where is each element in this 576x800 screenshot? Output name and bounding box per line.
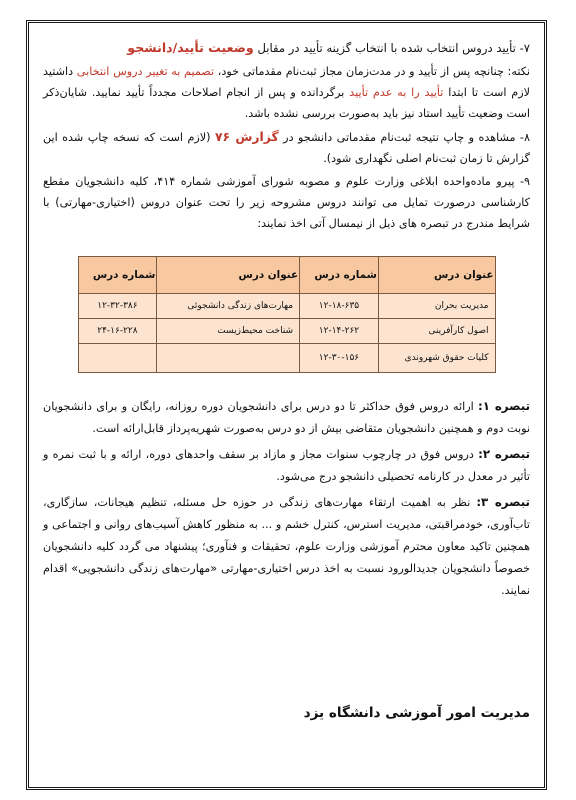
item-8-text-1: ۸- مشاهده و چاپ نتیجه ثبت‌نام مقدماتی دانشجو در bbox=[278, 131, 530, 144]
header-title-2: عنوان درس bbox=[157, 257, 300, 294]
item-9-text: ۹- پیرو ماده‌واحده ابلاغی وزارت علوم و مصوبه شورای آموزشی شماره ۴۱۴، کلیه دانشجویان مقطع کارشناسی درصورت تمایل می توانند دروس مشروحه زیر را تحت عنوان دروس (اختیاری-مهارتی) با شرایط مندرج در تبصره های ذیل از نیمسال آتی اخذ نمایند: bbox=[43, 175, 530, 230]
item-8-text-2: (لازم است که نسخه چاپ شده این گزارش تا زمان ثبت‌نام اصلی نگهداری شود). bbox=[43, 131, 530, 165]
item-8-highlight: گزارش ۷۶ bbox=[214, 129, 279, 144]
courses-table bbox=[78, 256, 496, 373]
note-red-2: تأیید را به عدم تأیید bbox=[349, 86, 444, 99]
table-cell: ۱۲-۳۲-۳۸۶ bbox=[78, 294, 157, 319]
item-7 bbox=[43, 37, 530, 59]
table-cell: مهارت‌های زندگی دانشجوئی bbox=[157, 294, 300, 319]
signature-footer: مدیریت امور آموزشی دانشگاه یزد bbox=[303, 705, 530, 721]
table-cell bbox=[157, 344, 300, 373]
note-3-label: تبصره ۳: bbox=[476, 495, 530, 509]
note-1 bbox=[43, 395, 530, 440]
note-text-2: داشتید لازم است تا ابتدا bbox=[43, 65, 530, 99]
table-cell: شناخت محیط‌زیست bbox=[157, 319, 300, 344]
note-2 bbox=[43, 443, 530, 488]
item-8 bbox=[43, 126, 530, 169]
document-body bbox=[43, 29, 530, 602]
item-7-text: ۷- تأیید دروس انتخاب شده با انتخاب گزینه تأیید در مقابل bbox=[253, 41, 530, 55]
item-7-highlight: وضعیت تأیید/دانشجو bbox=[127, 40, 254, 55]
header-code-1: شماره درس bbox=[300, 257, 379, 294]
table-row bbox=[78, 319, 495, 344]
note-2-label: تبصره ۲: bbox=[478, 447, 531, 461]
note-paragraph bbox=[43, 61, 530, 124]
table-cell: ۱۲-۱۸-۶۳۵ bbox=[300, 294, 379, 319]
note-2-text: دروس فوق در چارچوب سنوات مجاز و مازاد بر سقف واحدهای دوره، ارائه و با ثبت نمره و تأثیر در معدل در کارنامه تحصیلی دانشجو درج می‌شود. bbox=[43, 448, 530, 483]
header-title-1: عنوان درس bbox=[378, 257, 495, 294]
page-frame bbox=[26, 20, 547, 790]
note-text-3: برگردانده و پس از انجام اصلاحات مجدداً تأیید نمایید. شایان‌ذکر است وضعیت تأیید استاد نیز باید به‌صورت بررسی نشده باشد. bbox=[43, 86, 530, 120]
note-1-text: ارائه دروس فوق حداکثر تا دو درس برای دانشجویان دوره روزانه، رایگان و برای دانشجویان نوبت دوم و همچنین دانشجویان متقاضی بیش از دو درس به‌صورت شهریه‌پرداز قابل‌ارائه است. bbox=[43, 400, 530, 435]
notes-section bbox=[43, 395, 530, 602]
note-text-1: نکته: چنانچه پس از تأیید و در مدت‌زمان مجاز ثبت‌نام مقدماتی خود، bbox=[214, 65, 530, 78]
note-1-label: تبصره ۱: bbox=[478, 399, 531, 413]
note-red-1: تصمیم به تغییر دروس انتخابی bbox=[76, 65, 215, 78]
note-3-text: نظر به اهمیت ارتقاء مهارت‌های زندگی در حوزه حل مسئله، تنظیم هیجانات، سازگاری، تاب‌آوری، خودمراقبتی، مدیریت استرس، کنترل خشم و ... به منظور کاهش آسیب‌های روانی و اجتماعی و همچنین تاکید معاون محترم آموزشی وزارت علوم، تحقیقات و فنآوری؛ پیشنهاد می گردد کلیه دانشجویان خصوصاً دانشجویان جدیدالورود نسبت به اخذ درس اختیاری-مهارتی «مهارت‌های زندگی دانشجویی» اقدام نمایند. bbox=[43, 496, 530, 597]
table-cell: ۱۲-۱۴-۲۶۲ bbox=[300, 319, 379, 344]
table-row bbox=[78, 294, 495, 319]
header-code-2: شماره درس bbox=[78, 257, 157, 294]
table-cell: کلیات حقوق شهروندی bbox=[378, 344, 495, 373]
item-9 bbox=[43, 171, 530, 234]
table-cell: ۲۴-۱۶-۲۲۸ bbox=[78, 319, 157, 344]
table-header-row bbox=[78, 257, 495, 294]
note-3 bbox=[43, 491, 530, 602]
table-cell: ۱۲-۳۰-۱۵۶ bbox=[300, 344, 379, 373]
table-row bbox=[78, 344, 495, 373]
table-cell bbox=[78, 344, 157, 373]
table-cell: مدیریت بحران bbox=[378, 294, 495, 319]
table-cell: اصول کارآفرینی bbox=[378, 319, 495, 344]
